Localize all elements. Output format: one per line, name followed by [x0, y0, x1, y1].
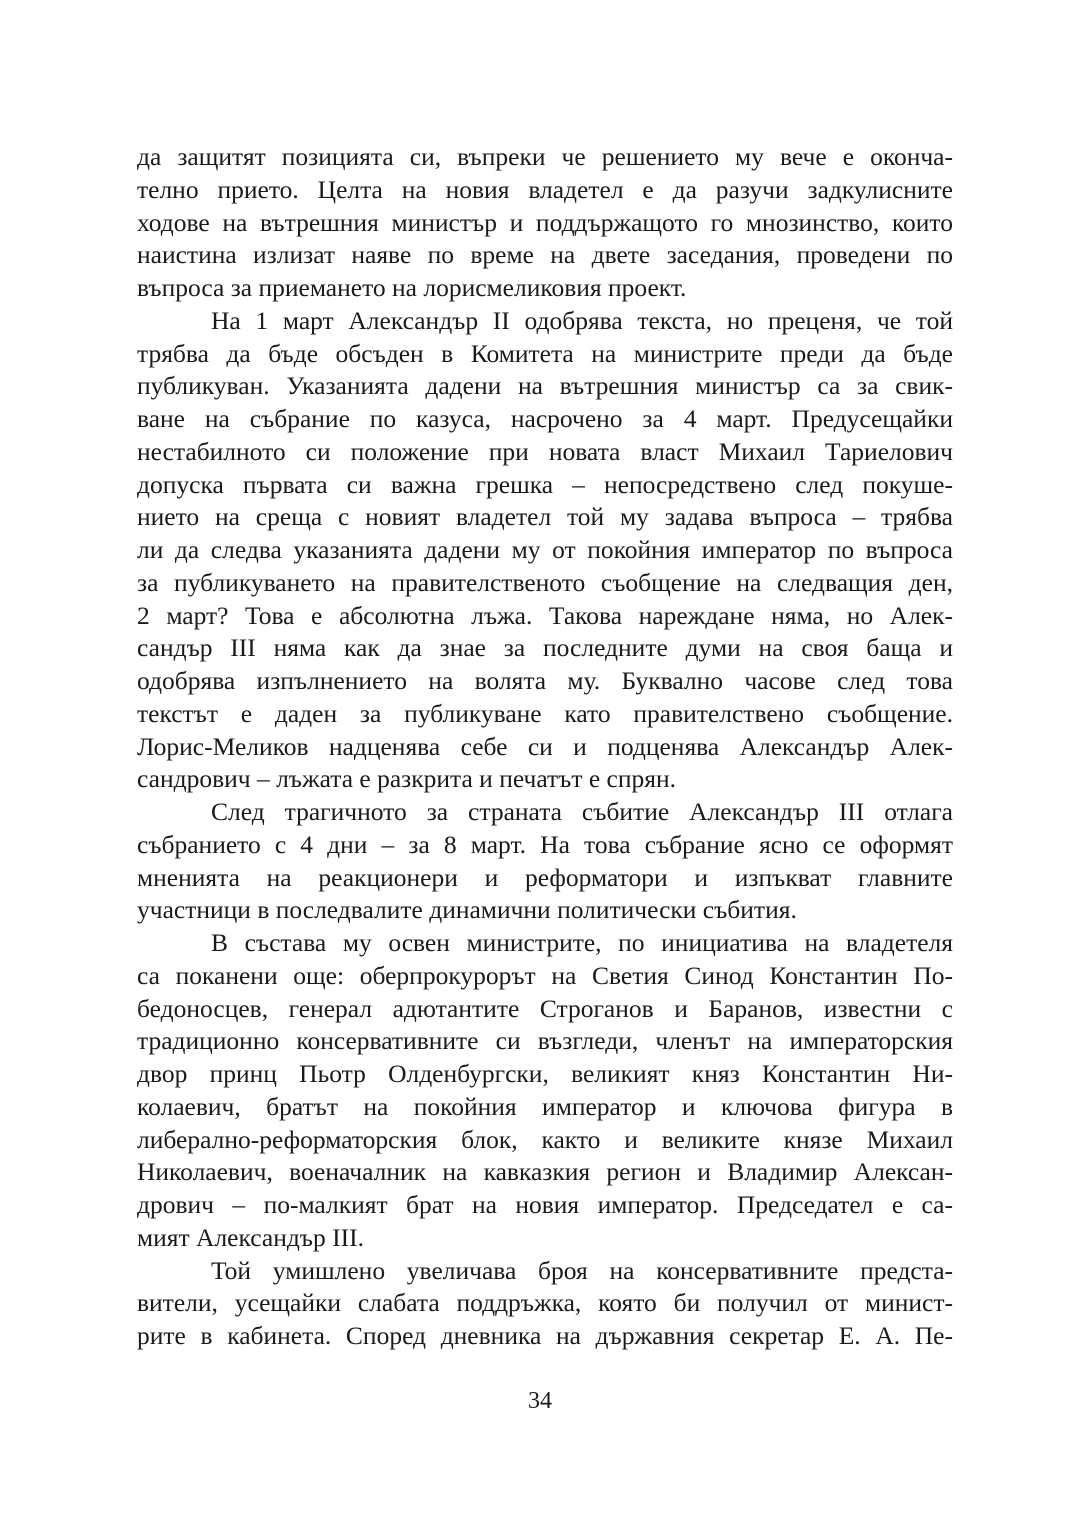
text-line: В състава му освен министрите, по инициатива на владетеля — [211, 928, 953, 957]
text-line: нието на среща с новият владетел той му задава въпроса – трябва — [137, 502, 953, 532]
text-line: 2 март? Това е абсолютна лъжа. Такова нареждане няма, но Алек- — [137, 600, 953, 630]
text-line: Николаевич, военачалник на кавказкия регион и Владимир Алексан- — [137, 1157, 953, 1187]
text-line: допуска първата си важна грешка – непосредствено след покуше- — [137, 469, 953, 499]
text-line: либерално-реформаторския блок, както и великите князе Михаил — [137, 1124, 953, 1154]
text-line: нестабилното си положение при новата власт Михаил Тариелович — [137, 436, 953, 466]
text-line: събранието с 4 дни – за 8 март. На това събрание ясно се оформят — [137, 829, 953, 859]
text-line: одобрява изпълнението на волята му. Буквално часове след това — [137, 666, 953, 695]
body-text — [137, 141, 953, 1353]
page-number: 34 — [528, 1388, 552, 1414]
text-line: На 1 март Александър II одобрява текста, но преценя, че той — [211, 305, 953, 335]
text-line: Лорис-Меликов надценява себе си и подценява Александър Алек- — [137, 731, 953, 761]
text-line: мият Александър III. — [137, 1222, 364, 1252]
text-line: сандрович – лъжата е разкрита и печатът е спрян. — [137, 764, 677, 794]
text-line: вители, усещайки слабата поддръжка, която би получил от минист- — [137, 1288, 953, 1318]
text-line: са поканени още: оберпрокурорът на Светия Синод Константин По- — [137, 960, 953, 990]
text-line: въпроса за приемането на лорисмеликовия проект. — [137, 273, 687, 302]
text-line: традиционно консервативните си възгледи, членът на императорския — [137, 1026, 953, 1056]
text-line: текстът е даден за публикуване като правителствено съобщение. — [137, 698, 953, 728]
text-line: за публикуването на правителственото съобщение на следващия ден, — [137, 567, 953, 597]
text-line: сандър III няма как да знае за последните думи на своя баща и — [137, 633, 953, 663]
text-line: Той умишлено увеличава броя на консервативните предста- — [211, 1255, 953, 1285]
text-line: трябва да бъде обсъден в Комитета на министрите преди да бъде — [137, 338, 953, 368]
text-line: ли да следва указанията дадени му от покойния император по въпроса — [137, 535, 953, 564]
text-line: дрович – по-малкият брат на новия император. Председател е са- — [137, 1190, 953, 1219]
text-line: публикуван. Указанията дадени на вътрешния министър са за свик- — [137, 371, 953, 401]
text-line: ване на събрание по казуса, насрочено за 4 март. Предусещайки — [137, 404, 953, 433]
text-line: След трагичното за страната събитие Александър III отлага — [211, 797, 953, 826]
text-line: рите в кабинета. Според дневника на държавния секретар Е. А. Пе- — [137, 1321, 953, 1350]
text-line: двор принц Пьотр Олденбургски, великият княз Константин Ни- — [137, 1059, 953, 1088]
text-line: телно прието. Целта на новия владетел е да разучи задкулисните — [137, 174, 953, 204]
text-line: наистина излизат наяве по време на двете заседания, проведени по — [137, 240, 953, 270]
text-line: бедоносцев, генерал адютантите Строганов и Баранов, известни с — [137, 993, 953, 1023]
text-line: мненията на реакционери и реформатори и изпъкват главните — [137, 862, 953, 892]
text-line: колаевич, братът на покойния император и ключова фигура в — [137, 1091, 953, 1121]
text-line: да защитят позицията си, въпреки че решението му вече е оконча- — [137, 142, 953, 171]
text-line: ходове на вътрешния министър и поддържащото го мнозинство, които — [137, 207, 953, 237]
text-line: участници в последвалите динамични политически събития. — [137, 895, 797, 925]
